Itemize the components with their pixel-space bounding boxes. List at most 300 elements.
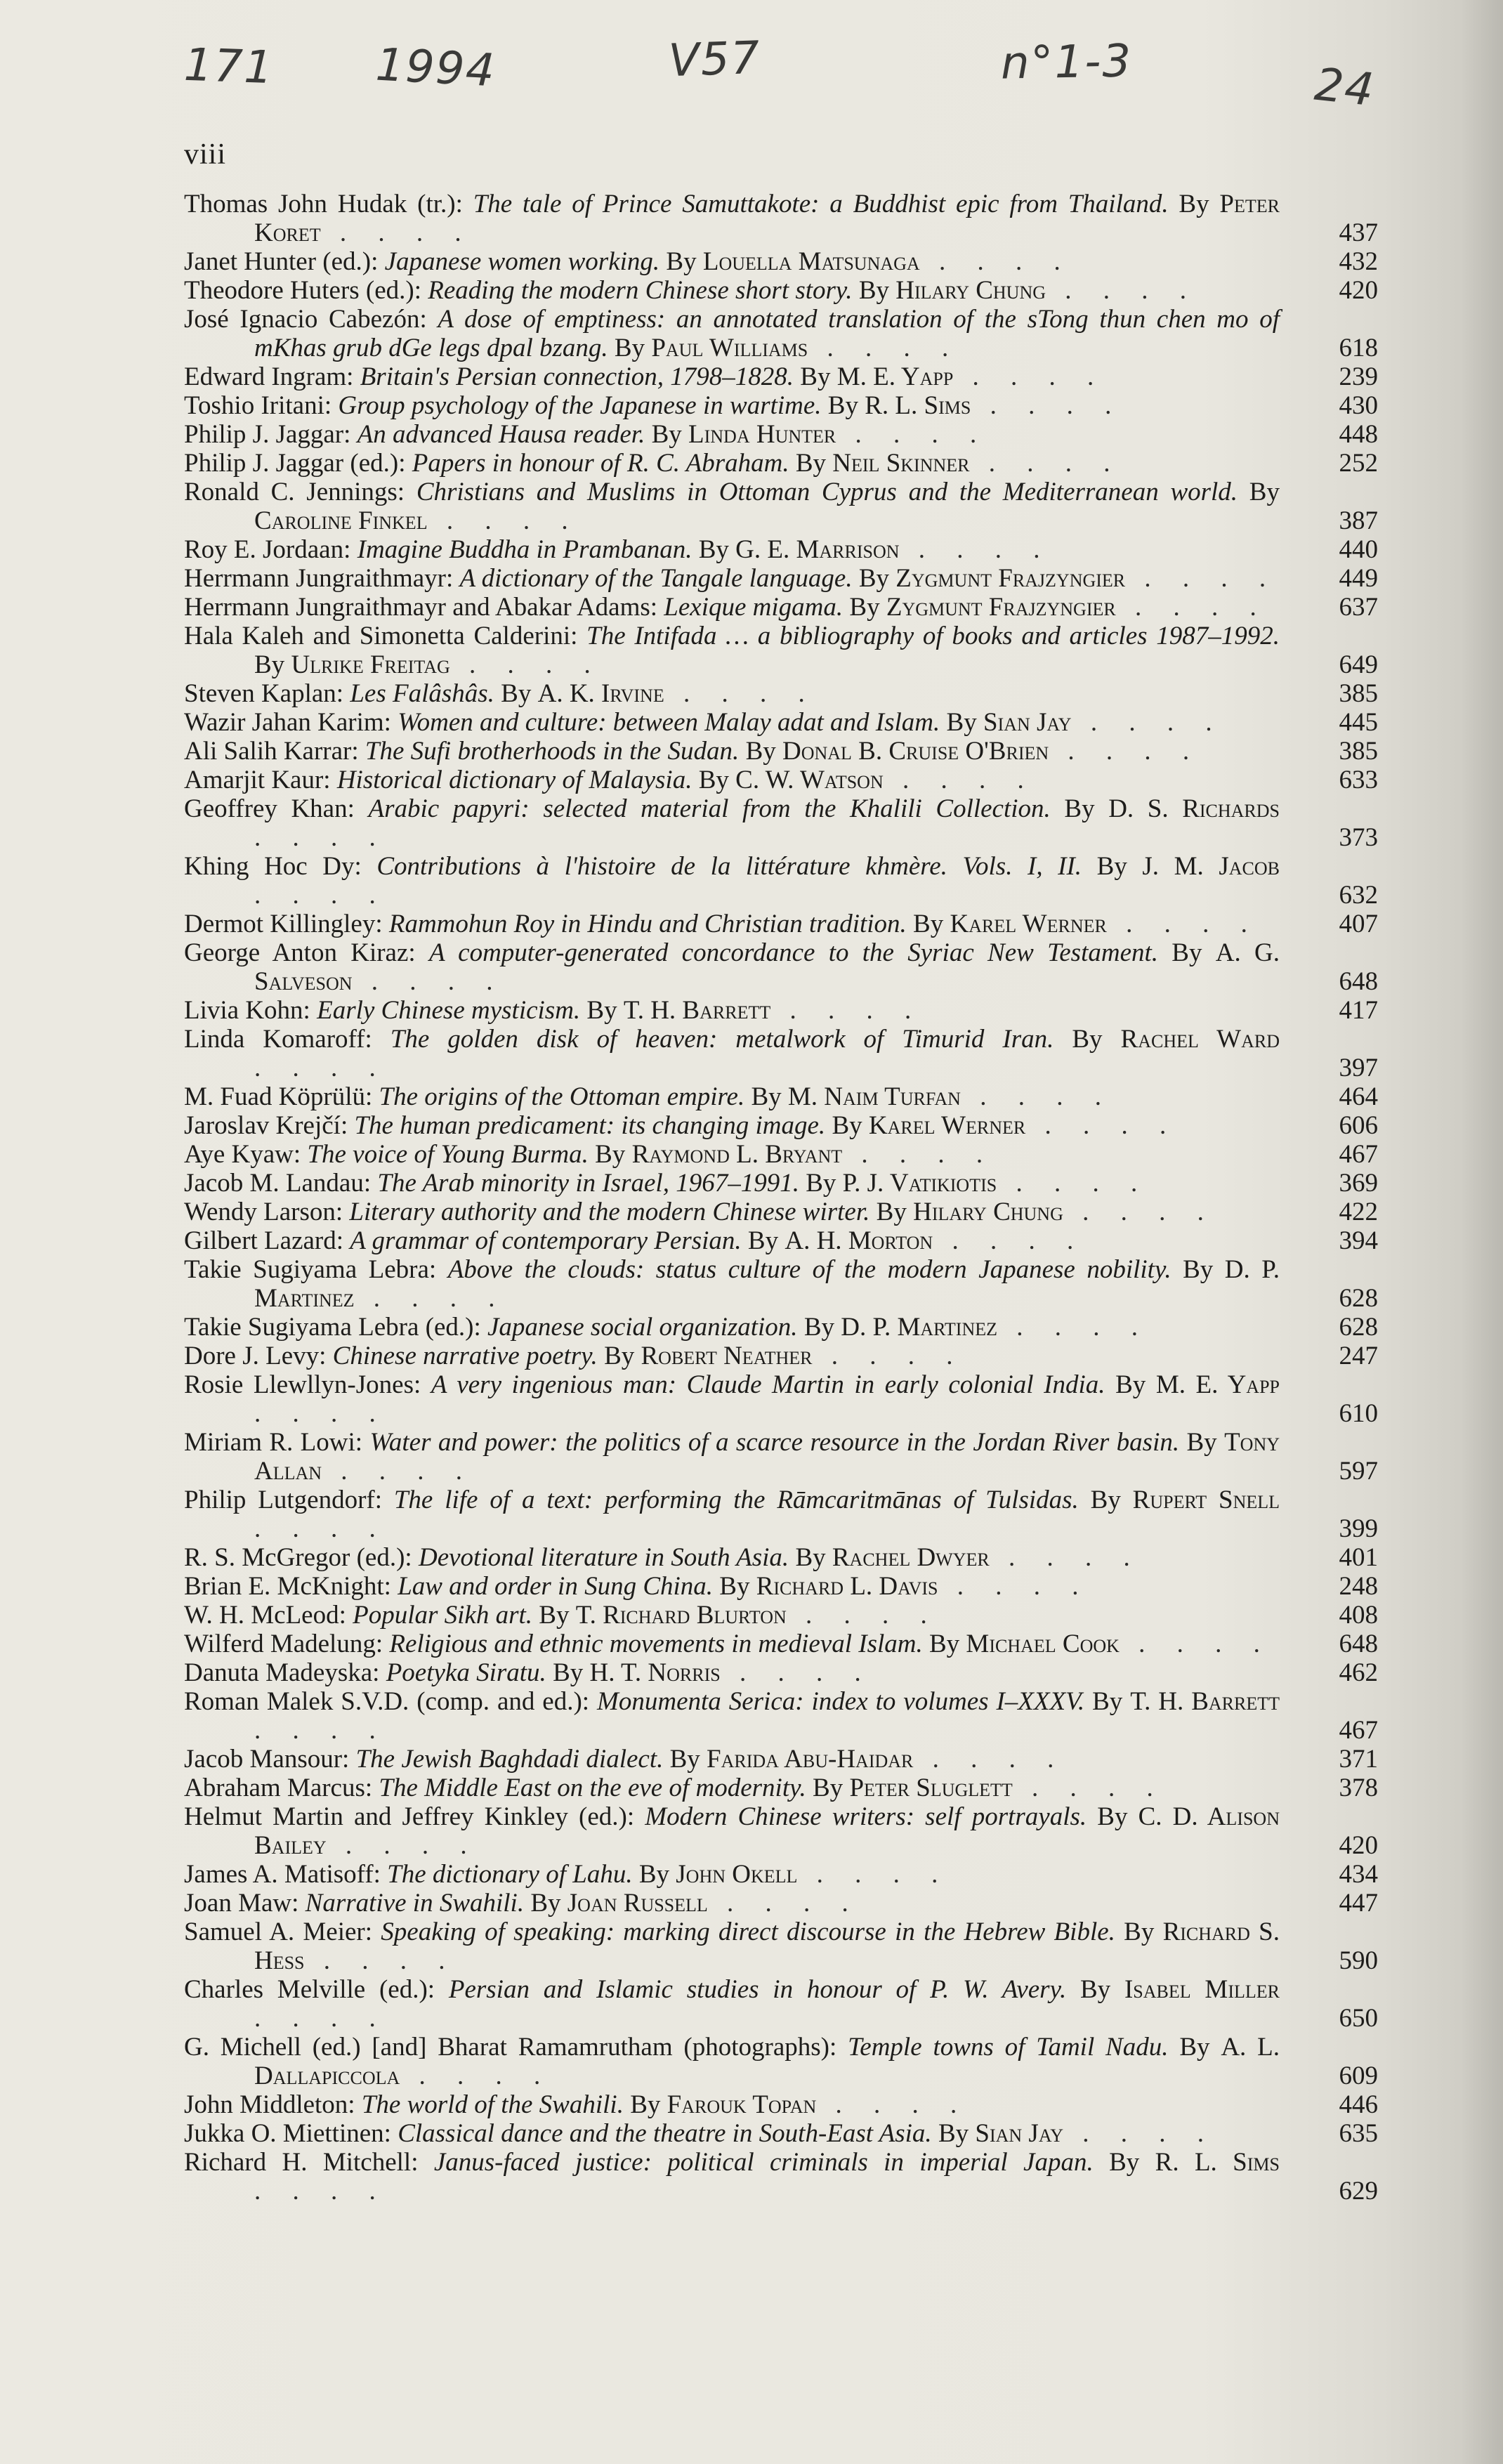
entry-by: By (632, 1860, 676, 1889)
entry-by: By (806, 1774, 850, 1802)
entry-title: Arabic papyri: selected material from the Khalili Collection. (368, 794, 1051, 823)
entry-text (184, 1255, 1378, 1313)
entry-title: Persian and Islamic studies in honour of P. W. Avery. (448, 1975, 1067, 2004)
list-item (184, 996, 1378, 1025)
list-item (184, 305, 1378, 362)
entry-reviewer: Rachel Dwyer (832, 1543, 990, 1572)
entry-title: Poetyka Siratu. (386, 1658, 546, 1687)
entry-page-number: 449 (1339, 564, 1378, 593)
entry-reviewer: P. J. Vatikiotis (842, 1169, 997, 1198)
entry-title: Popular Sikh art. (353, 1601, 533, 1630)
list-item (184, 1918, 1378, 1975)
leader-dots: . . . . (816, 2090, 970, 2119)
entry-reviewer: Joan Russell (567, 1889, 708, 1918)
entry-page-number: 633 (1339, 766, 1378, 794)
entry-reviewer: C. D. Alison Bailey (254, 1802, 1280, 1860)
leader-dots: . . . . (1025, 1111, 1179, 1140)
entry-title: A computer-generated concordance to the Syriac New Testament. (428, 938, 1159, 967)
leader-dots: . . . . (919, 247, 1073, 276)
entry-page-number: 440 (1339, 535, 1378, 564)
entry-by: By (789, 449, 833, 478)
entry-text (184, 1169, 1378, 1198)
leader-dots: . . . . (1115, 593, 1269, 622)
list-item (184, 2090, 1378, 2119)
entry-by: By (1105, 1370, 1156, 1399)
entry-text (184, 305, 1378, 362)
list-item (184, 1342, 1378, 1370)
entry-page-number: 373 (1339, 823, 1378, 852)
entry-text (184, 622, 1378, 679)
list-item (184, 1486, 1378, 1543)
entry-by: By (692, 766, 736, 794)
list-item (184, 593, 1378, 622)
entry-reviewer: Richard L. Davis (756, 1572, 938, 1601)
entry-page-number: 467 (1339, 1716, 1378, 1745)
list-item (184, 852, 1378, 910)
entry-author: Wilferd Madelung: (184, 1630, 390, 1658)
list-item (184, 1169, 1378, 1198)
entry-reviewer: Tony Allan (254, 1428, 1280, 1486)
entry-reviewer: Robert Neather (641, 1342, 813, 1370)
entry-by: By (546, 1658, 590, 1687)
entry-page-number: 628 (1339, 1313, 1378, 1342)
entry-title: The golden disk of heaven: metalwork of Timurid Iran. (390, 1025, 1054, 1054)
entry-reviewer: Farida Abu-Haidar (707, 1745, 914, 1774)
entry-reviewer: Peter Sluglett (849, 1774, 1013, 1802)
leader-dots: . . . . (254, 2177, 388, 2206)
entry-page-number: 628 (1339, 1284, 1378, 1313)
entry-reviewer: R. L. Sims (865, 391, 971, 420)
entry-by: By (608, 334, 652, 362)
entry-reviewer: Michael Cook (966, 1630, 1120, 1658)
entry-title: The world of the Swahili. (361, 2090, 624, 2119)
entry-page-number: 430 (1339, 391, 1378, 420)
entry-text (184, 276, 1378, 305)
list-item (184, 190, 1378, 247)
entry-reviewer: Zygmunt Frajzyngier (886, 593, 1116, 622)
leader-dots: . . . . (664, 679, 818, 708)
leader-dots: . . . . (842, 1140, 996, 1169)
entry-title: Religious and ethnic movements in medieval Islam. (389, 1630, 923, 1658)
leader-dots: . . . . (971, 391, 1124, 420)
entry-reviewer: Ulrike Freitag (291, 650, 450, 679)
entry-page-number: 437 (1339, 218, 1378, 247)
leader-dots: . . . . (326, 1831, 480, 1860)
entry-author: Geoffrey Khan: (184, 794, 369, 823)
leader-dots: . . . . (933, 1226, 1087, 1255)
entry-title: Water and power: the politics of a scarce resource in the Jordan River basin. (369, 1428, 1180, 1457)
entry-title: Reading the modern Chinese short story. (428, 276, 853, 305)
entry-text (184, 1774, 1378, 1802)
entry-title: Modern Chinese writers: self portrayals. (645, 1802, 1087, 1831)
entry-by: By (852, 564, 896, 593)
entry-page-number: 445 (1339, 708, 1378, 737)
entry-by: By (1171, 1255, 1225, 1284)
handwritten-note: n°1-3 (1000, 35, 1133, 90)
entry-by: By (739, 737, 782, 766)
entry-page-number: 385 (1339, 679, 1378, 708)
entry-text (184, 679, 1378, 708)
entry-page-number: 387 (1339, 506, 1378, 535)
entry-title: The tale of Prince Samuttakote: a Buddhist epic from Thailand. (473, 190, 1169, 218)
entry-text (184, 1428, 1378, 1486)
list-item (184, 938, 1378, 996)
entry-reviewer: Richard S. Hess (254, 1918, 1280, 1975)
entry-author: Wendy Larson: (184, 1198, 350, 1226)
entry-title: The Arab minority in Israel, 1967–1991. (377, 1169, 799, 1198)
entry-by: By (1093, 2148, 1155, 2177)
entry-author: Richard H. Mitchell: (184, 2148, 434, 2177)
entry-page-number: 649 (1339, 650, 1378, 679)
entry-by: By (623, 2090, 667, 2119)
entry-by: By (659, 247, 703, 276)
entry-reviewer: Peter Koret (254, 190, 1280, 247)
entry-title: Group psychology of the Japanese in wartime. (338, 391, 822, 420)
entry-reviewer: Hilary Chung (913, 1198, 1063, 1226)
review-index-list (184, 190, 1378, 2206)
entry-by: By (1168, 190, 1220, 218)
entry-author: Herrmann Jungraithmayr and Abakar Adams: (184, 593, 664, 622)
entry-reviewer: D. S. Richards (1108, 794, 1280, 823)
entry-by: By (692, 535, 736, 564)
entry-title: Chinese narrative poetry. (332, 1342, 598, 1370)
entry-text (184, 2119, 1378, 2148)
entry-reviewer: A. G. Salveson (254, 938, 1280, 996)
entry-text (184, 2033, 1378, 2090)
leader-dots: . . . . (989, 1543, 1143, 1572)
leader-dots: . . . . (1106, 910, 1260, 938)
entry-title: The Middle East on the eve of modernity. (379, 1774, 806, 1802)
entry-text (184, 1226, 1378, 1255)
page-folio: viii (184, 138, 227, 171)
entry-text (184, 1658, 1378, 1687)
entry-page-number: 394 (1339, 1226, 1378, 1255)
entry-title: Speaking of speaking: marking direct discourse in the Hebrew Bible. (381, 1918, 1115, 1946)
leader-dots: . . . . (707, 1889, 861, 1918)
entry-text (184, 996, 1378, 1025)
entry-reviewer: Isabel Miller (1124, 1975, 1280, 2004)
list-item (184, 708, 1378, 737)
list-item (184, 766, 1378, 794)
entry-page-number: 629 (1339, 2177, 1378, 2206)
handwritten-note: V57 (667, 32, 762, 88)
entry-text (184, 478, 1378, 535)
list-item (184, 1687, 1378, 1745)
entry-page-number: 590 (1339, 1946, 1378, 1975)
list-item (184, 449, 1378, 478)
list-item (184, 1774, 1378, 1802)
entry-by: By (588, 1140, 632, 1169)
entry-by: By (789, 1543, 832, 1572)
entry-text (184, 1140, 1378, 1169)
entry-text (184, 1802, 1378, 1860)
list-item (184, 1226, 1378, 1255)
entry-text (184, 535, 1378, 564)
list-item (184, 1428, 1378, 1486)
entry-reviewer: C. W. Watson (735, 766, 884, 794)
leader-dots: . . . . (322, 1457, 475, 1486)
leader-dots: . . . . (352, 967, 506, 996)
leader-dots: . . . . (320, 218, 474, 247)
entry-text (184, 2148, 1378, 2206)
entry-page-number: 434 (1339, 1860, 1378, 1889)
list-item (184, 1745, 1378, 1774)
entry-reviewer: D. P. Martinez (841, 1313, 997, 1342)
entry-text (184, 2090, 1378, 2119)
list-item (184, 1370, 1378, 1428)
entry-title: Lexique migama. (664, 593, 844, 622)
entry-text (184, 1975, 1378, 2033)
entry-page-number: 648 (1339, 1630, 1378, 1658)
leader-dots: . . . . (997, 1313, 1150, 1342)
entry-author: Charles Melville (ed.): (184, 1975, 449, 2004)
entry-by: By (1078, 1486, 1133, 1514)
entry-page-number: 248 (1339, 1572, 1378, 1601)
entry-title: The voice of Young Burma. (307, 1140, 589, 1169)
entry-text (184, 1745, 1378, 1774)
list-item (184, 478, 1378, 535)
entry-author: Ronald C. Jennings: (184, 478, 416, 506)
entry-text (184, 737, 1378, 766)
entry-author: George Anton Kiraz: (184, 938, 429, 967)
entry-author: Hala Kaleh and Simonetta Calderini: (184, 622, 587, 650)
entry-reviewer: Zygmunt Frajzyngier (895, 564, 1126, 593)
entry-title: Imagine Buddha in Prambanan. (357, 535, 693, 564)
entry-page-number: 446 (1339, 2090, 1378, 2119)
leader-dots: . . . . (938, 1572, 1091, 1601)
entry-author: G. Michell (ed.) [and] Bharat Ramamrutham (photographs): (184, 2033, 848, 2062)
entry-author: Aye Kyaw: (184, 1140, 308, 1169)
entry-text (184, 1860, 1378, 1889)
entry-title: A dictionary of the Tangale language. (459, 564, 853, 593)
entry-by: By (1179, 1428, 1225, 1457)
entry-by: By (940, 708, 983, 737)
list-item (184, 1025, 1378, 1082)
leader-dots: . . . . (254, 1399, 388, 1428)
leader-dots: . . . . (1125, 564, 1279, 593)
entry-text (184, 910, 1378, 938)
entry-author: Joan Maw: (184, 1889, 306, 1918)
entry-by: By (825, 1111, 869, 1140)
list-item (184, 1601, 1378, 1630)
entry-text (184, 449, 1378, 478)
entry-title: Les Falâshâs. (350, 679, 494, 708)
entry-text (184, 1111, 1378, 1140)
entry-text (184, 938, 1378, 996)
entry-title: Temple towns of Tamil Nadu. (848, 2033, 1169, 2062)
entry-reviewer: Sian Jay (983, 708, 1072, 737)
entry-text (184, 391, 1378, 420)
list-item (184, 564, 1378, 593)
entry-title: The life of a text: performing the Rāmcaritmānas of Tulsidas. (393, 1486, 1079, 1514)
list-item (184, 420, 1378, 449)
leader-dots: . . . . (400, 2062, 553, 2090)
entry-page-number: 247 (1339, 1342, 1378, 1370)
entry-title: The Sufi brotherhoods in the Sudan. (365, 737, 740, 766)
entry-author: Takie Sugiyama Lebra: (184, 1255, 448, 1284)
entry-author: Philip J. Jaggar: (184, 420, 357, 449)
leader-dots: . . . . (254, 1054, 388, 1082)
entry-by: By (1050, 794, 1109, 823)
entry-by: By (597, 1342, 641, 1370)
entry-by: By (645, 420, 689, 449)
entry-title: Law and order in Sung China. (398, 1572, 714, 1601)
entry-by: By (744, 1082, 788, 1111)
entry-author: Helmut Martin and Jeffrey Kinkley (ed.): (184, 1802, 645, 1831)
entry-reviewer: Rachel Ward (1120, 1025, 1280, 1054)
entry-reviewer: R. L. Sims (1155, 2148, 1280, 2177)
entry-by: By (1066, 1975, 1124, 2004)
entry-reviewer: G. E. Marrison (735, 535, 900, 564)
list-item (184, 1198, 1378, 1226)
handwritten-note: 24 (1312, 58, 1378, 117)
entry-reviewer: Raymond L. Bryant (631, 1140, 843, 1169)
entry-by: By (799, 1169, 843, 1198)
leader-dots: . . . . (883, 766, 1037, 794)
entry-author: Toshio Iritani: (184, 391, 339, 420)
entry-title: Above the clouds: status culture of the modern Japanese nobility. (447, 1255, 1171, 1284)
entry-author: Ali Salih Karrar: (184, 737, 365, 766)
entry-reviewer: J. M. Jacob (1142, 852, 1280, 881)
entry-reviewer: A. H. Morton (785, 1226, 933, 1255)
entry-reviewer: Hilary Chung (895, 276, 1046, 305)
entry-title: Classical dance and the theatre in South-East Asia. (398, 2119, 932, 2148)
entry-reviewer: Neil Skinner (832, 449, 970, 478)
entry-author: Theodore Huters (ed.): (184, 276, 428, 305)
entry-text (184, 593, 1378, 622)
leader-dots: . . . . (1063, 1198, 1216, 1226)
leader-dots: . . . . (1046, 276, 1200, 305)
entry-page-number: 399 (1339, 1514, 1378, 1543)
entry-page-number: 464 (1339, 1082, 1378, 1111)
entry-author: Edward Ingram: (184, 362, 360, 391)
entry-author: Roy E. Jordaan: (184, 535, 357, 564)
entry-text (184, 1918, 1378, 1975)
leader-dots: . . . . (899, 535, 1053, 564)
entry-title: The human predicament: its changing image. (354, 1111, 826, 1140)
list-item (184, 1255, 1378, 1313)
list-item (184, 622, 1378, 679)
entry-page-number: 407 (1339, 910, 1378, 938)
entry-title: Early Chinese mysticism. (317, 996, 581, 1025)
entry-page-number: 637 (1339, 593, 1378, 622)
entry-title: Christians and Muslims in Ottoman Cyprus and the Mediterranean world. (416, 478, 1238, 506)
leader-dots: . . . . (770, 996, 924, 1025)
entry-text (184, 1313, 1378, 1342)
list-item (184, 910, 1378, 938)
entry-author: Samuel A. Meier: (184, 1918, 381, 1946)
entry-reviewer: Farouk Topan (667, 2090, 817, 2119)
entry-author: M. Fuad Köprülü: (184, 1082, 379, 1111)
handwritten-note: 1994 (374, 39, 497, 98)
entry-by: By (1082, 852, 1143, 881)
list-item (184, 1111, 1378, 1140)
list-item (184, 247, 1378, 276)
entry-author: Dermot Killingley: (184, 910, 389, 938)
entry-text (184, 1889, 1378, 1918)
entry-author: W. H. McLeod: (184, 1601, 353, 1630)
entry-by: By (494, 679, 538, 708)
entry-page-number: 609 (1339, 2062, 1378, 2090)
list-item (184, 1630, 1378, 1658)
entry-page-number: 417 (1339, 996, 1378, 1025)
list-item (184, 1572, 1378, 1601)
leader-dots: . . . . (304, 1946, 458, 1975)
leader-dots: . . . . (720, 1658, 874, 1687)
entry-page-number: 467 (1339, 1140, 1378, 1169)
entry-reviewer: Donal B. Cruise O'Brien (782, 737, 1049, 766)
leader-dots: . . . . (354, 1284, 508, 1313)
leader-dots: . . . . (254, 823, 388, 852)
entry-title: A grammar of contemporary Persian. (350, 1226, 742, 1255)
entry-page-number: 432 (1339, 247, 1378, 276)
entry-author: Philip J. Jaggar (ed.): (184, 449, 412, 478)
list-item (184, 1658, 1378, 1687)
entry-by: By (663, 1745, 707, 1774)
entry-reviewer: Louella Matsunaga (702, 247, 920, 276)
entry-page-number: 462 (1339, 1658, 1378, 1687)
entry-title: Contributions à l'histoire de la littérature khmère. Vols. I, II. (376, 852, 1082, 881)
entry-author: José Ignacio Cabezón: (184, 305, 438, 334)
entry-author: Jacob Mansour: (184, 1745, 356, 1774)
entry-author: Janet Hunter (ed.): (184, 247, 385, 276)
entry-by: By (524, 1889, 567, 1918)
entry-by: By (1168, 2033, 1221, 2062)
entry-by: By (931, 2119, 976, 2148)
entry-author: Thomas John Hudak (tr.): (184, 190, 473, 218)
entry-reviewer: D. P. Martinez (254, 1255, 1280, 1313)
entry-page-number: 618 (1339, 334, 1378, 362)
leader-dots: . . . . (913, 1745, 1067, 1774)
list-item (184, 1860, 1378, 1889)
entry-title: The origins of the Ottoman empire. (379, 1082, 745, 1111)
list-item (184, 2148, 1378, 2206)
entry-by: By (254, 650, 291, 679)
entry-title: Narrative in Swahili. (305, 1889, 525, 1918)
entry-text (184, 852, 1378, 910)
entry-title: Literary authority and the modern Chinese wirter. (349, 1198, 870, 1226)
entry-author: Jacob M. Landau: (184, 1169, 378, 1198)
entry-reviewer: A. L. Dallapiccola (254, 2033, 1280, 2090)
leader-dots: . . . . (254, 1514, 388, 1543)
leader-dots: . . . . (969, 449, 1123, 478)
entry-page-number: 635 (1339, 2119, 1378, 2148)
entry-by: By (1238, 478, 1280, 506)
entry-by: By (580, 996, 624, 1025)
entry-page-number: 385 (1339, 737, 1378, 766)
entry-reviewer: Sian Jay (975, 2119, 1063, 2148)
entry-text (184, 190, 1378, 247)
entry-title: An advanced Hausa reader. (357, 420, 645, 449)
entry-text (184, 794, 1378, 852)
entry-author: Amarjit Kaur: (184, 766, 337, 794)
entry-page-number: 371 (1339, 1745, 1378, 1774)
entry-reviewer: H. T. Norris (589, 1658, 721, 1687)
entry-author: R. S. McGregor (ed.): (184, 1543, 419, 1572)
list-item (184, 2119, 1378, 2148)
entry-reviewer: Linda Hunter (688, 420, 836, 449)
entry-page-number: 610 (1339, 1399, 1378, 1428)
entry-reviewer: Caroline Finkel (254, 506, 428, 535)
entry-by: By (741, 1226, 785, 1255)
entry-author: John Middleton: (184, 2090, 362, 2119)
entry-title: The Intifada … a bibliography of books and articles 1987–1992. (586, 622, 1280, 650)
entry-title: Papers in honour of R. C. Abraham. (412, 449, 789, 478)
leader-dots: . . . . (1012, 1774, 1166, 1802)
entry-text (184, 420, 1378, 449)
entry-reviewer: T. H. Barrett (623, 996, 771, 1025)
entry-page-number: 252 (1339, 449, 1378, 478)
